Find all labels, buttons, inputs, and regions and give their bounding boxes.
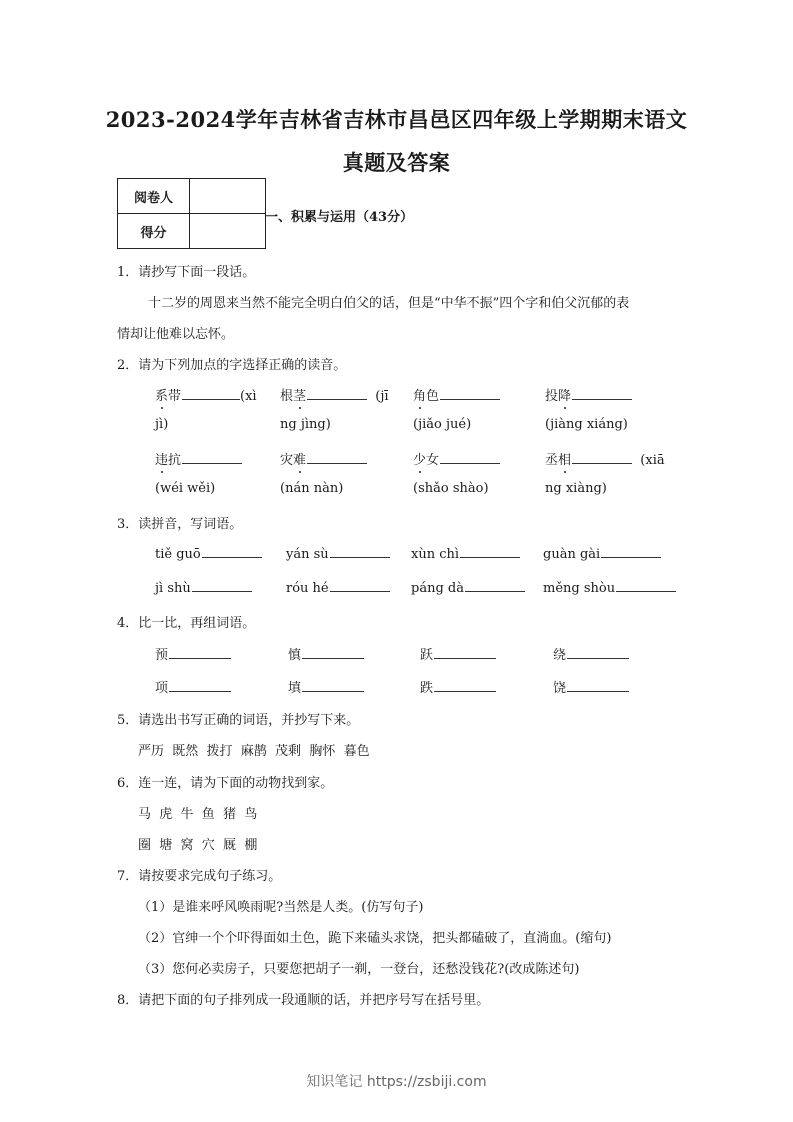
- answer-blank[interactable]: [330, 545, 390, 558]
- answer-blank[interactable]: [302, 679, 364, 692]
- q4-item: 饶: [553, 677, 629, 696]
- q7-label: 7．请按要求完成句子练习。: [117, 869, 282, 884]
- q2-option: (nán nàn): [280, 481, 344, 496]
- answer-blank[interactable]: [440, 387, 500, 400]
- q6-label: 6．连一连，请为下面的动物找到家。: [117, 776, 334, 791]
- q2-option: ng jìng): [280, 417, 331, 432]
- q2-item: 根茎 (jī: [280, 389, 389, 404]
- answer-blank[interactable]: [202, 545, 262, 558]
- q4-item: 跌: [420, 677, 496, 696]
- answer-blank[interactable]: [434, 646, 496, 659]
- q2-item: 投降: [545, 385, 632, 404]
- dotted-char: 违: [155, 453, 169, 468]
- answer-blank[interactable]: [330, 579, 390, 592]
- score-table: [117, 178, 266, 249]
- q5-label: 5．请选出书写正确的词语，并抄写下来。: [117, 713, 360, 728]
- answer-blank[interactable]: [182, 387, 240, 400]
- answer-blank[interactable]: [169, 646, 231, 659]
- q2-label: 2．请为下列加点的字选择正确的读音。: [117, 358, 347, 373]
- answer-blank[interactable]: [567, 679, 629, 692]
- q2-item: 角色: [413, 385, 500, 404]
- doc-title-line1: 2023-2024学年吉林省吉林市昌邑区四年级上学期期末语文: [105, 107, 688, 132]
- q4-item: 预: [155, 644, 231, 663]
- q5-word-list: 严历 既然 拨打 麻鹊 茂剩 胸怀 暮色: [138, 744, 370, 759]
- score-cell: [190, 214, 266, 249]
- answer-blank[interactable]: [307, 451, 367, 464]
- q3-item: xùn chì: [411, 545, 520, 562]
- q4-item: 项: [155, 677, 231, 696]
- grader-label: 阅卷人: [118, 179, 190, 214]
- answer-blank[interactable]: [572, 451, 632, 464]
- q3-item: yán sù: [286, 545, 390, 562]
- q1-paragraph-line1: 十二岁的周恩来当然不能完全明白伯父的话，但是“中华不振”四个字和伯父沉郁的表: [148, 296, 630, 311]
- dotted-char: 少: [413, 453, 427, 468]
- answer-blank[interactable]: [182, 451, 242, 464]
- answer-blank[interactable]: [440, 451, 500, 464]
- q1-label: 1．请抄写下面一段话。: [117, 265, 256, 280]
- q7-sentence-3: （3）您何必卖房子，只要您把胡子一剃，一登台，还愁没钱花?(改成陈述句): [138, 962, 580, 977]
- q2-option: jì): [155, 417, 169, 432]
- q8-label: 8．请把下面的句子排列成一段通顺的话，并把序号写在括号里。: [117, 993, 490, 1008]
- section-heading: 一、积累与运用（43分）: [265, 210, 414, 225]
- q3-item: róu hé: [286, 579, 390, 596]
- q2-option: (shǎo shào): [413, 481, 489, 496]
- q4-label: 4．比一比，再组词语。: [117, 616, 256, 631]
- answer-blank[interactable]: [169, 679, 231, 692]
- score-label: 得分: [118, 214, 190, 249]
- q2-item: 系带 (xì: [155, 389, 257, 404]
- grader-cell: [190, 179, 266, 214]
- q7-sentence-1: （1）是谁来呼风唤雨呢?当然是人类。(仿写句子): [138, 900, 424, 915]
- q2-option: (jiǎo jué): [413, 417, 472, 432]
- dotted-char: 系: [155, 389, 169, 404]
- q2-item: 灾难: [280, 449, 367, 468]
- answer-blank[interactable]: [601, 545, 661, 558]
- dotted-char: 降: [558, 389, 572, 404]
- footer-watermark: 知识笔记 https://zsbiji.com: [306, 1074, 487, 1090]
- q2-item: 丞相 (xiā: [545, 453, 665, 468]
- q2-option: (wéi wěi): [155, 481, 216, 496]
- answer-blank[interactable]: [302, 646, 364, 659]
- q4-item: 绕: [553, 644, 629, 663]
- dotted-char: 角: [413, 389, 427, 404]
- q6-homes: 圈 塘 窝 穴 厩 棚: [138, 838, 258, 853]
- q3-item: páng dà: [411, 579, 525, 596]
- q7-sentence-2: （2）官绅一个个吓得面如土色，跪下来磕头求饶，把头都磕破了，直淌血。(缩句): [138, 931, 612, 946]
- q1-paragraph-line2: 情却让他难以忘怀。: [117, 327, 235, 342]
- q3-item: guàn gài: [543, 545, 661, 562]
- q3-item: jì shù: [155, 579, 252, 596]
- q2-item: 违抗: [155, 449, 242, 468]
- q3-label: 3．读拼音，写词语。: [117, 517, 243, 532]
- answer-blank[interactable]: [192, 579, 252, 592]
- q4-item: 慎: [288, 644, 364, 663]
- doc-title-line2: 真题及答案: [342, 150, 451, 175]
- q2-item: 少女: [413, 449, 500, 468]
- dotted-char: 茎: [293, 389, 307, 404]
- answer-blank[interactable]: [434, 679, 496, 692]
- answer-blank[interactable]: [572, 387, 632, 400]
- dotted-char: 相: [558, 453, 572, 468]
- q3-item: tiě guō: [155, 545, 262, 562]
- dotted-char: 难: [293, 453, 307, 468]
- q2-option: ng xiàng): [545, 481, 607, 496]
- q6-animals: 马 虎 牛 鱼 猪 鸟: [138, 807, 258, 822]
- q2-option: (jiàng xiáng): [545, 417, 628, 432]
- answer-blank[interactable]: [616, 579, 676, 592]
- q4-item: 跃: [420, 644, 496, 663]
- answer-blank[interactable]: [567, 646, 629, 659]
- q3-item: měng shòu: [543, 579, 676, 596]
- answer-blank[interactable]: [460, 545, 520, 558]
- answer-blank[interactable]: [465, 579, 525, 592]
- answer-blank[interactable]: [307, 387, 367, 400]
- q4-item: 填: [288, 677, 364, 696]
